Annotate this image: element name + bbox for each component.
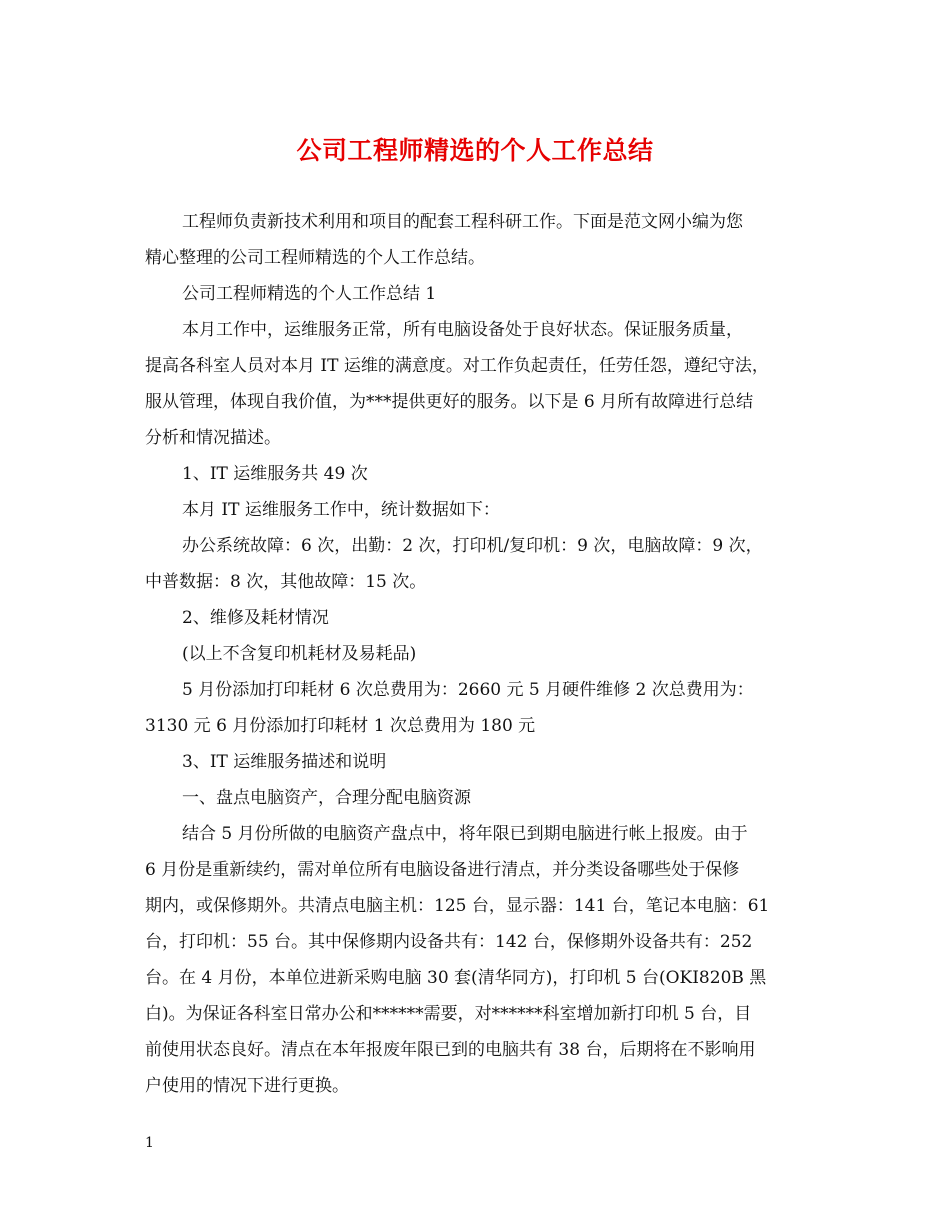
- paragraph-line: 1、IT 运维服务共 49 次: [182, 464, 368, 484]
- paragraph-line: 3130 元 6 月份添加打印耗材 1 次总费用为 180 元: [145, 716, 536, 736]
- paragraph-line: 台。在 4 月份，本单位进新采购电脑 30 套(清华同方)，打印机 5 台(OKI820B 黑: [145, 968, 767, 988]
- paragraph-line: (以上不含复印机耗材及易耗品): [182, 644, 417, 664]
- document-body: [145, 204, 805, 1104]
- paragraph-line: 服从管理，体现自我价值，为***提供更好的服务。以下是 6 月所有故障进行总结: [145, 392, 754, 412]
- document-title: 公司工程师精选的个人工作总结: [296, 136, 654, 165]
- paragraph-line: 本月 IT 运维服务工作中，统计数据如下：: [182, 500, 500, 520]
- paragraph-line: 工程师负责新技术利用和项目的配套工程科研工作。下面是范文网小编为您: [182, 212, 743, 232]
- paragraph-line: 一、盘点电脑资产，合理分配电脑资源: [182, 788, 471, 808]
- paragraph-line: 白)。为保证各科室日常办公和******需要，对******科室增加新打印机 5 台，目: [145, 1004, 752, 1024]
- paragraph-line: 2、维修及耗材情况: [182, 608, 329, 628]
- paragraph-line: 分析和情况描述。: [145, 428, 281, 448]
- paragraph-line: 结合 5 月份所做的电脑资产盘点中，将年限已到期电脑进行帐上报废。由于: [182, 824, 748, 844]
- paragraph-line: 3、IT 运维服务描述和说明: [182, 752, 387, 772]
- paragraph-line: 办公系统故障：6 次，出勤：2 次，打印机/复印机：9 次，电脑故障：9 次，: [182, 536, 763, 556]
- page-number: 1: [145, 1135, 154, 1151]
- paragraph-line: 精心整理的公司工程师精选的个人工作总结。: [145, 248, 485, 268]
- paragraph-line: 提高各科室人员对本月 IT 运维的满意度。对工作负起责任，任劳任怨，遵纪守法，: [145, 356, 769, 376]
- paragraph-line: 本月工作中，运维服务正常，所有电脑设备处于良好状态。保证服务质量，: [182, 320, 743, 340]
- paragraph-line: 中普数据：8 次，其他故障：15 次。: [145, 572, 427, 592]
- paragraph-line: 户使用的情况下进行更换。: [145, 1076, 349, 1096]
- paragraph-line: 公司工程师精选的个人工作总结 1: [182, 284, 437, 304]
- paragraph-line: 台，打印机：55 台。其中保修期内设备共有：142 台，保修期外设备共有：252: [145, 932, 753, 952]
- paragraph-line: 5 月份添加打印耗材 6 次总费用为：2660 元 5 月硬件维修 2 次总费用为：: [182, 680, 754, 700]
- paragraph-line: 期内，或保修期外。共清点电脑主机：125 台，显示器：141 台，笔记本电脑：61: [145, 896, 770, 916]
- paragraph-line: 前使用状态良好。清点在本年报废年限已到的电脑共有 38 台，后期将在不影响用: [145, 1040, 756, 1060]
- paragraph-line: 6 月份是重新续约，需对单位所有电脑设备进行清点，并分类设备哪些处于保修: [145, 860, 740, 880]
